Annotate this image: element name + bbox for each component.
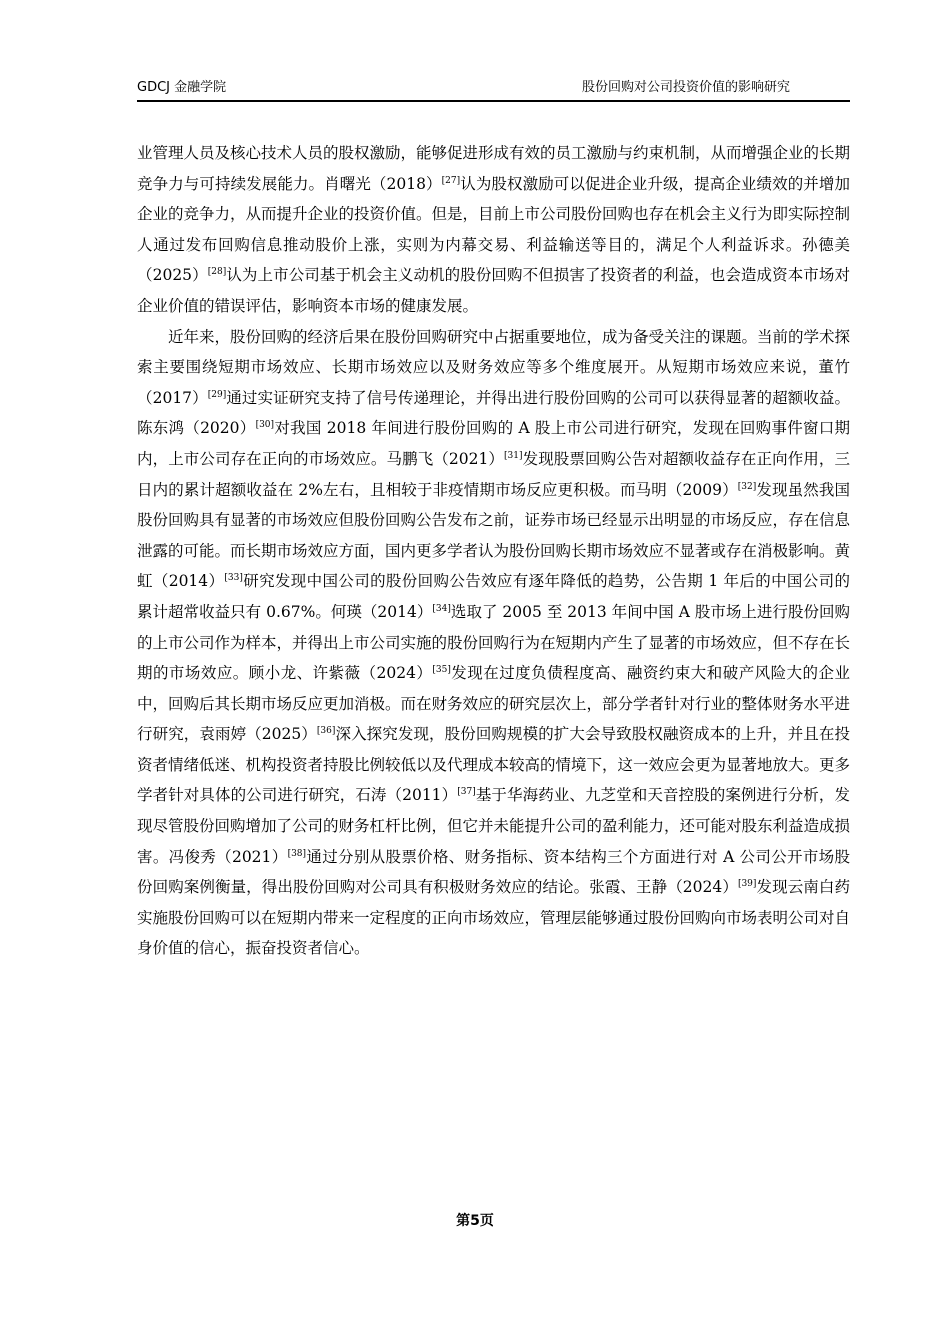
text-segment: 业管理人员及核心技术人员的股权激励，能够促进形成有效的员工激励与约束机制，从而增强企业的长期竞争力与可持续发展能力。肖曙光（2018）: [137, 144, 851, 193]
text-segment: 发现在过度负债程度高、融资约束大和破产风险大的企业中，回购后其长期市场反应更加消极。而在财务效应的研究层次上，部分学者针对行业的整体财务水平进行研究，袁雨婷（2025）: [137, 664, 851, 744]
citation-ref: [34]: [432, 603, 451, 614]
citation-ref: [35]: [432, 665, 451, 676]
page-number: 第5页: [456, 1213, 494, 1229]
text-segment: 认为上市公司基于机会主义动机的股份回购不但损害了投资者的利益，也会造成资本市场对企业价值的错误评估，影响资本市场的健康发展。: [137, 266, 850, 315]
header-title: 股份回购对公司投资价值的影响研究: [581, 80, 790, 95]
text-segment: 近年来，股份回购的经济后果在股份回购研究中占据重要地位，成为备受关注的课题。当前的学术探索主要围绕短期市场效应、长期市场效应以及财务效应等多个维度展开。从短期市场效应来说，董竹（2017）: [137, 327, 851, 407]
text-segment: 发现股票回购公告对超额收益存在正向作用，三日内的累计超额收益在 2%左右，且相较于非疫情期市场反应更积极。而马明（2009）: [137, 449, 850, 499]
text-segment: 对我国 2018 年间进行股份回购的 A 股上市公司进行研究，发现在回购事件窗口期内，上市公司存在正向的市场效应。马鹏飞（2021）: [137, 419, 850, 468]
body-text: [137, 138, 850, 964]
text-segment: 基于华海药业、九芝堂和天音控股的案例进行分析，发现尽管股份回购增加了公司的财务杠杆比例，但它并未能提升公司的盈利能力，还可能对股东利益造成损害。冯俊秀（2021）: [137, 786, 851, 866]
text-segment: 选取了 2005 至 2013 年间中国 A 股市场上进行股份回购的上市公司作为样本，并得出上市公司实施的股份回购行为在短期内产生了显著的市场效应，但不存在长期的市场效应。顾小龙、许紫薇（2024）: [137, 602, 851, 683]
citation-ref: [36]: [316, 726, 336, 737]
body-paragraph: [137, 322, 850, 964]
text-segment: 研究发现中国公司的股份回购公告效应有逐年降低的趋势，公告期 1 年后的中国公司的累计超常收益只有 0.67%。何瑛（2014）: [137, 572, 850, 621]
citation-ref: [38]: [287, 848, 307, 859]
text-segment: 发现虽然我国股份回购具有显著的市场效应但股份回购公告发布之前，证券市场已经显示出明显的市场反应，存在信息泄露的可能。而长期市场效应方面，国内更多学者认为股份回购长期市场效应不显著或存在消极影响。黄虹（2014）: [137, 480, 851, 591]
page-header: [137, 78, 850, 102]
citation-ref: [31]: [504, 450, 523, 461]
text-segment: 认为股权激励可以促进企业升级，提高企业绩效的并增加企业的竞争力，从而提升企业的投资价值。但是，目前上市公司股份回购也存在机会主义行为即实际控制人通过发布回购信息推动股价上涨，实则为内幕交易、利益输送等目的，满足个人利益诉求。孙德美（2025）: [137, 174, 851, 285]
citation-ref: [33]: [224, 573, 243, 584]
text-segment: 通过分别从股票价格、财务指标、资本结构三个方面进行对 A 公司公开市场股份回购案例衡量，得出股份回购对公司具有积极财务效应的结论。张霞、王静（2024）: [137, 847, 850, 897]
citation-ref: [27]: [441, 175, 461, 186]
text-segment: 发现云南白药实施股份回购可以在短期内带来一定程度的正向市场效应，管理层能够通过股份回购向市场表明公司对自身价值的信心，振奋投资者信心。: [137, 878, 851, 958]
header-institution: GDCJ 金融学院: [137, 80, 227, 95]
citation-ref: [29]: [207, 389, 227, 400]
citation-ref: [28]: [207, 267, 227, 278]
citation-ref: [32]: [737, 481, 757, 492]
citation-ref: [39]: [737, 879, 757, 890]
body-paragraph: [137, 138, 850, 322]
text-segment: 通过实证研究支持了信号传递理论，并得出进行股份回购的公司可以获得显著的超额收益。陈东鸿（2020）: [137, 388, 850, 438]
citation-ref: [37]: [457, 787, 476, 798]
citation-ref: [30]: [255, 420, 275, 431]
text-segment: 深入探究发现，股份回购规模的扩大会导致股权融资成本的上升，并且在投资者情绪低迷、机构投资者持股比例较低以及代理成本较高的情境下，这一效应会更为显著地放大。更多学者针对具体的公司进行研究，石涛（2011）: [137, 725, 851, 805]
